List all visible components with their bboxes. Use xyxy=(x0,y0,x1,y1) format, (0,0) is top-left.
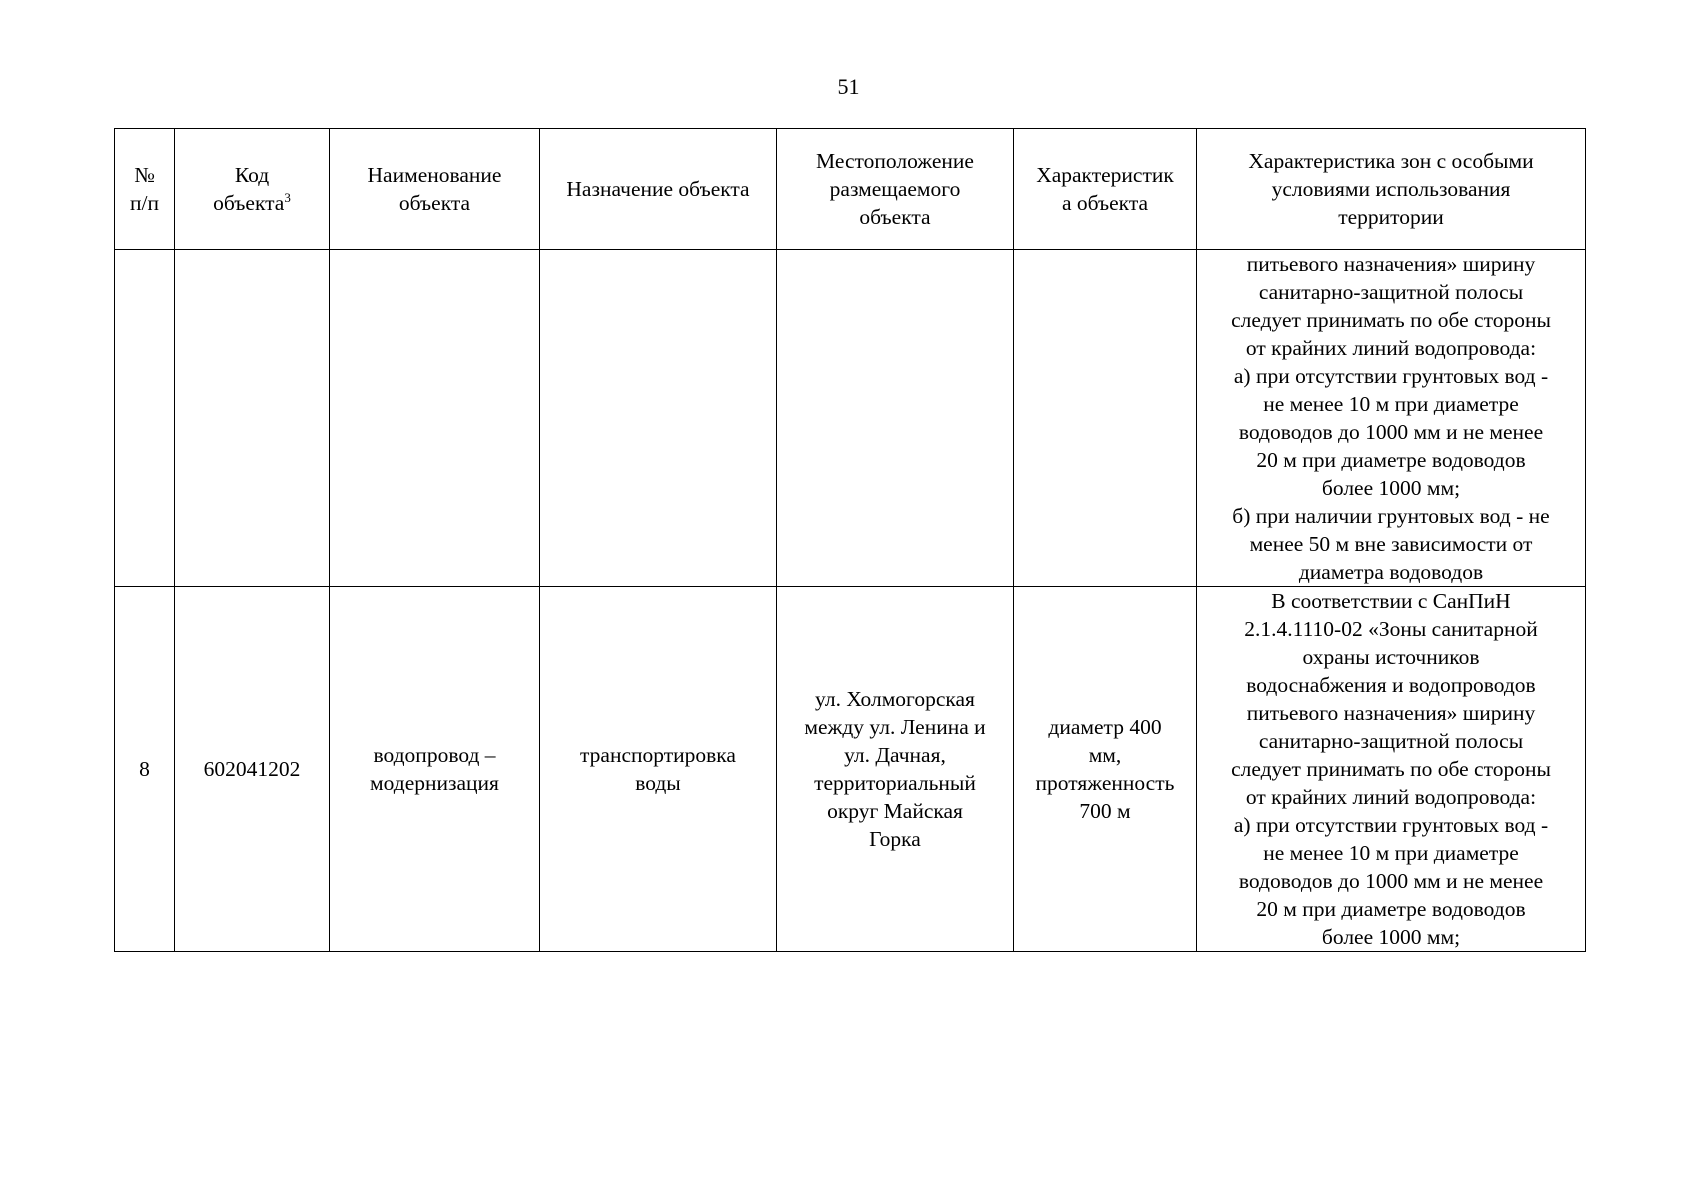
characteristic-line: мм, xyxy=(1088,743,1122,767)
zones-line: более 1000 мм; xyxy=(1321,476,1461,500)
cell-zones xyxy=(1197,587,1586,952)
characteristic-line: диаметр 400 xyxy=(1048,715,1162,739)
location-line: территориальный xyxy=(814,771,976,795)
cell-num: 8 xyxy=(115,587,175,952)
table-body xyxy=(115,250,1586,952)
table-row xyxy=(115,587,1586,952)
header-num: № п/п xyxy=(115,129,175,250)
zones-line: охраны источников xyxy=(1302,645,1480,669)
zones-line: следует принимать по обе стороны xyxy=(1231,308,1551,332)
cell-code: 602041202 xyxy=(175,587,330,952)
zones-line: более 1000 мм; xyxy=(1321,925,1461,949)
header-location: Местоположение размещаемого объекта xyxy=(777,129,1014,250)
objects-table xyxy=(114,128,1586,952)
characteristic-line: протяженность xyxy=(1035,771,1175,795)
location-line: ул. Дачная, xyxy=(844,743,946,767)
zones-line: а) при отсутствии грунтовых вод - xyxy=(1233,813,1549,837)
cell-num xyxy=(115,250,175,587)
cell-characteristic xyxy=(1014,587,1197,952)
table-header-row xyxy=(115,129,1586,250)
cell-location xyxy=(777,587,1014,952)
footnote-marker: 3 xyxy=(284,189,291,205)
zones-line: менее 50 м вне зависимости от xyxy=(1249,532,1533,556)
zones-line: питьевого назначения» ширину xyxy=(1246,701,1536,725)
zones-line: не менее 10 м при диаметре xyxy=(1263,841,1519,865)
zones-line: а) при отсутствии грунтовых вод - xyxy=(1233,364,1549,388)
zones-line: санитарно-защитной полосы xyxy=(1258,280,1524,304)
header-name: Наименование объекта xyxy=(330,129,540,250)
header-purpose: Назначение объекта xyxy=(540,129,777,250)
zones-line: 20 м при диаметре водоводов xyxy=(1256,448,1526,472)
header-characteristic: Характеристик а объекта xyxy=(1014,129,1197,250)
cell-purpose xyxy=(540,250,777,587)
zones-line: 2.1.4.1110-02 «Зоны санитарной xyxy=(1244,617,1538,641)
cell-purpose xyxy=(540,587,777,952)
zones-line: не менее 10 м при диаметре xyxy=(1263,392,1519,416)
zones-line: водоводов до 1000 мм и не менее xyxy=(1238,420,1544,444)
purpose-line: воды xyxy=(635,771,681,795)
header-zones: Характеристика зон с особыми условиями использования территории xyxy=(1197,129,1586,250)
characteristic-line: 700 м xyxy=(1079,799,1131,823)
location-line: ул. Холмогорская xyxy=(815,687,975,711)
zones-line: следует принимать по обе стороны xyxy=(1231,757,1551,781)
zones-line: б) при наличии грунтовых вод - не xyxy=(1232,504,1550,528)
page-number: 51 xyxy=(837,74,860,99)
cell-location xyxy=(777,250,1014,587)
location-line: Горка xyxy=(869,827,921,851)
cell-name xyxy=(330,587,540,952)
zones-line: В соответствии с СанПиН xyxy=(1271,589,1511,613)
header-code: Код объекта$^3$ xyxy=(175,129,330,250)
purpose-line: транспортировка xyxy=(580,743,736,767)
zones-line: 20 м при диаметре водоводов xyxy=(1256,897,1526,921)
zones-line: санитарно-защитной полосы xyxy=(1258,729,1524,753)
table-row xyxy=(115,250,1586,587)
zones-line: от крайних линий водопровода: xyxy=(1245,785,1537,809)
cell-zones xyxy=(1197,250,1586,587)
location-line: между ул. Ленина и xyxy=(804,715,986,739)
zones-line: от крайних линий водопровода: xyxy=(1245,336,1537,360)
zones-line: водоводов до 1000 мм и не менее xyxy=(1238,869,1544,893)
cell-code xyxy=(175,250,330,587)
cell-name xyxy=(330,250,540,587)
name-line: водопровод – xyxy=(373,743,496,767)
zones-line: водоснабжения и водопроводов xyxy=(1246,673,1536,697)
location-line: округ Майская xyxy=(827,799,963,823)
zones-line: питьевого назначения» ширину xyxy=(1246,252,1536,276)
name-line: модернизация xyxy=(370,771,499,795)
cell-characteristic xyxy=(1014,250,1197,587)
zones-line: диаметра водоводов xyxy=(1298,560,1484,584)
